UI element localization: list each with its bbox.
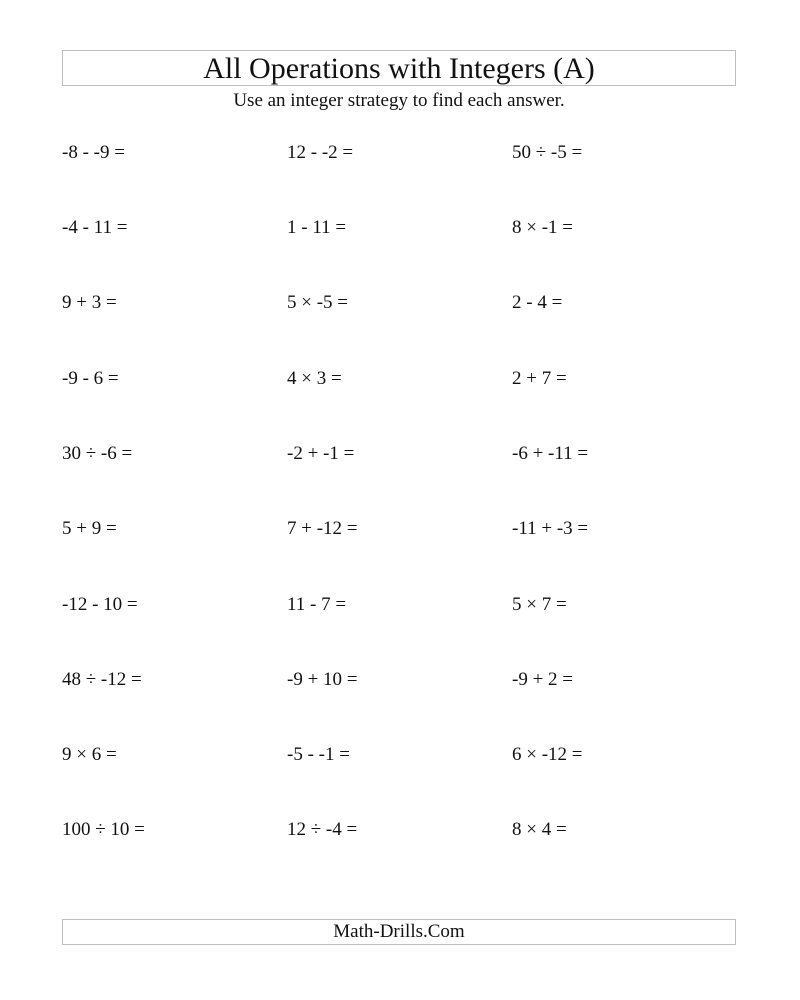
problem: 8 × 4 = [512,819,567,840]
problem-row [62,740,736,770]
problem: 9 + 3 = [62,292,117,313]
problem: -9 + 10 = [287,669,358,690]
problem: -9 + 2 = [512,669,574,690]
problem-row [62,665,736,695]
problem-row [62,138,736,168]
problem: 9 × 6 = [62,744,117,765]
problem: 4 × 3 = [287,368,342,389]
problem: 8 × -1 = [512,217,574,238]
problem-row [62,288,736,318]
problem: 12 - -2 = [287,142,354,163]
problem: 6 × -12 = [512,744,583,765]
problem: 48 ÷ -12 = [62,669,142,690]
problem-row [62,590,736,620]
problem-row [62,439,736,469]
instructions: Use an integer strategy to find each answer. [233,90,565,111]
problem-row [62,364,736,394]
problem-grid [62,138,736,898]
problem: 5 × 7 = [512,594,567,615]
footer-box [62,919,736,945]
problem: -5 - -1 = [287,744,350,765]
problem: 7 + -12 = [287,518,358,539]
problem: -11 + -3 = [512,518,589,539]
problem: 2 + 7 = [512,368,567,389]
problem-row [62,815,736,845]
problem: 12 ÷ -4 = [287,819,358,840]
problem: -4 - 11 = [62,217,128,238]
problem: 100 ÷ 10 = [62,819,145,840]
problem: 50 ÷ -5 = [512,142,583,163]
problem-row [62,213,736,243]
problem: 1 - 11 = [287,217,347,238]
title-box [62,50,736,86]
problem: -2 + -1 = [287,443,355,464]
problem: -8 - -9 = [62,142,125,163]
footer-site: Math-Drills.Com [333,921,465,942]
problem: -6 + -11 = [512,443,589,464]
problem: 30 ÷ -6 = [62,443,133,464]
problem: -9 - 6 = [62,368,119,389]
problem: -12 - 10 = [62,594,138,615]
problem: 2 - 4 = [512,292,563,313]
problem: 5 + 9 = [62,518,117,539]
page-title: All Operations with Integers (A) [203,52,595,85]
problem: 11 - 7 = [287,594,347,615]
problem: 5 × -5 = [287,292,349,313]
problem-row [62,514,736,544]
